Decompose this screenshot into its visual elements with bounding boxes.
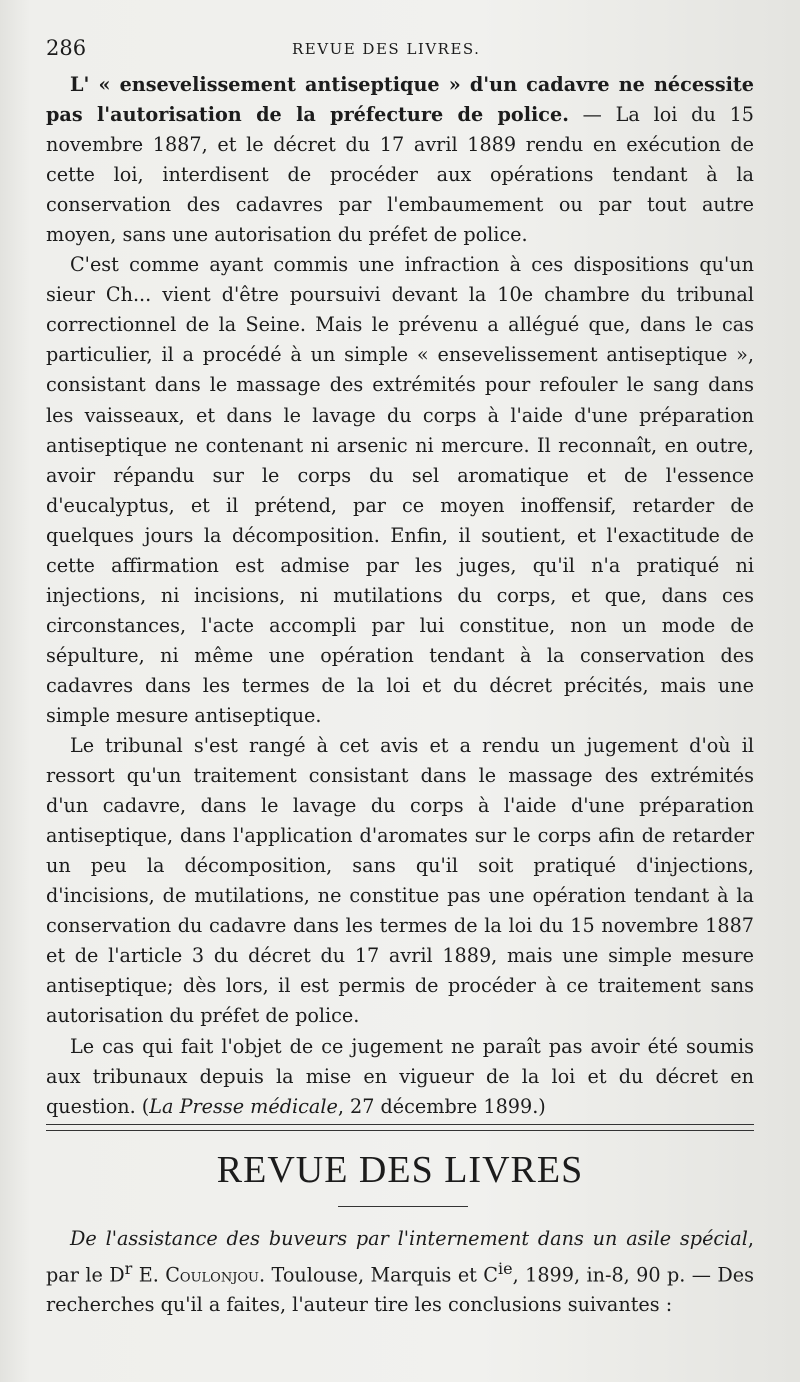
- article-headline: L' « ensevelissement antiseptique » d'un cadavre ne nécessite pas l'autorisation de la préfecture de police.: [46, 73, 754, 127]
- article-paragraph-1: [46, 70, 754, 250]
- article-paragraph-2: C'est comme ayant commis une infraction à ces dispositions qu'un sieur Ch... vient d'être poursuivi devant la 10e chambre du tribunal correctionnel de la Seine. Mais le prévenu a allégué que, dans le cas particulier, il a procédé à un simple « ensevelissement antiseptique », consistant dans le massage des extrémités pour refouler le sang dans les vaisseaux, et dans le lavage du corps à l'aide d'une préparation antiseptique ne contenant ni arsenic ni mercure. Il reconnaît, en outre, avoir répandu sur le corps du sel aromatique et de l'essence d'eucalyptus, et il prétend, par ce moyen inoffensif, retarder de quelques jours la décomposition. Enfin, il soutient, et l'exactitude de cette affirmation est admise par les juges, qu'il n'a pratiqué ni injections, ni incisions, ni mutilations du corps, et que, dans ces circonstances, l'acte accompli par lui constitue, non un mode de sépulture, ni même une opération tendant à la conservation des cadavres dans les termes de la loi et du décret précités, mais une simple mesure antiseptique.: [46, 253, 754, 727]
- publisher-info: . Toulouse, Marquis et C: [259, 1263, 498, 1287]
- headline-dash: —: [568, 103, 616, 127]
- page-header: [46, 36, 754, 66]
- running-head: REVUE DES LIVRES.: [292, 40, 481, 58]
- paragraph-4-text: Le cas qui fait l'objet de ce jugement ne paraît pas avoir été soumis aux tribunaux depuis la mise en vigueur de la loi et du décret en question. (: [46, 1034, 754, 1118]
- article-paragraph-4: [46, 1032, 754, 1122]
- doctor-superscript: r: [124, 1259, 133, 1279]
- page-number: 286: [46, 36, 87, 60]
- section-title: REVUE DES LIVRES: [216, 1149, 584, 1191]
- review-text: , 1899, in-8, 90 p. — Des recherches qu'il a faites, l'auteur tire les conclusions suivantes :: [46, 1263, 755, 1317]
- title-underline: [338, 1206, 468, 1207]
- book-title: De l'assistance des buveurs par l'internement dans un asile spécial: [70, 1227, 748, 1250]
- book-review: [46, 1224, 754, 1321]
- paragraph-1-text: La loi du 15 novembre 1887, et le décret du 17 avril 1889 rendu en exécution de cette loi, interdisent de procéder aux opérations tendant à la conservation des cadavres par l'embaumement ou par tout autre moyen, sans une autorisation du préfet de police.: [46, 103, 755, 247]
- book-author: E. Coulonjou: [132, 1263, 260, 1287]
- source-journal: La Presse médicale: [149, 1094, 338, 1118]
- review-paragraph: [46, 1224, 754, 1321]
- section-divider-bottom: [46, 1130, 754, 1131]
- source-date: , 27 décembre 1899.): [337, 1094, 546, 1118]
- article-paragraph-3: Le tribunal s'est rangé à cet avis et a rendu un jugement d'où il ressort qu'un traitement consistant dans le massage des extrémités d'un cadavre, dans le lavage du corps à l'aide d'une préparation antiseptique, dans l'application d'aromates sur le corps afin de retarder un peu la décomposition, sans qu'il soit pratiqué d'injections, d'incisions, de mutilations, ne constitue pas une opération tendant à la conservation du cadavre dans les termes de la loi du 15 novembre 1887 et de l'article 3 du décret du 17 avril 1889, mais une simple mesure antiseptique; dès lors, il est permis de procéder à ce traitement sans autorisation du préfet de police.: [46, 734, 754, 1028]
- article-body: [46, 70, 754, 1122]
- section-divider-top: [46, 1124, 754, 1125]
- review-by: , par le D: [46, 1227, 754, 1287]
- company-superscript: ie: [498, 1259, 513, 1279]
